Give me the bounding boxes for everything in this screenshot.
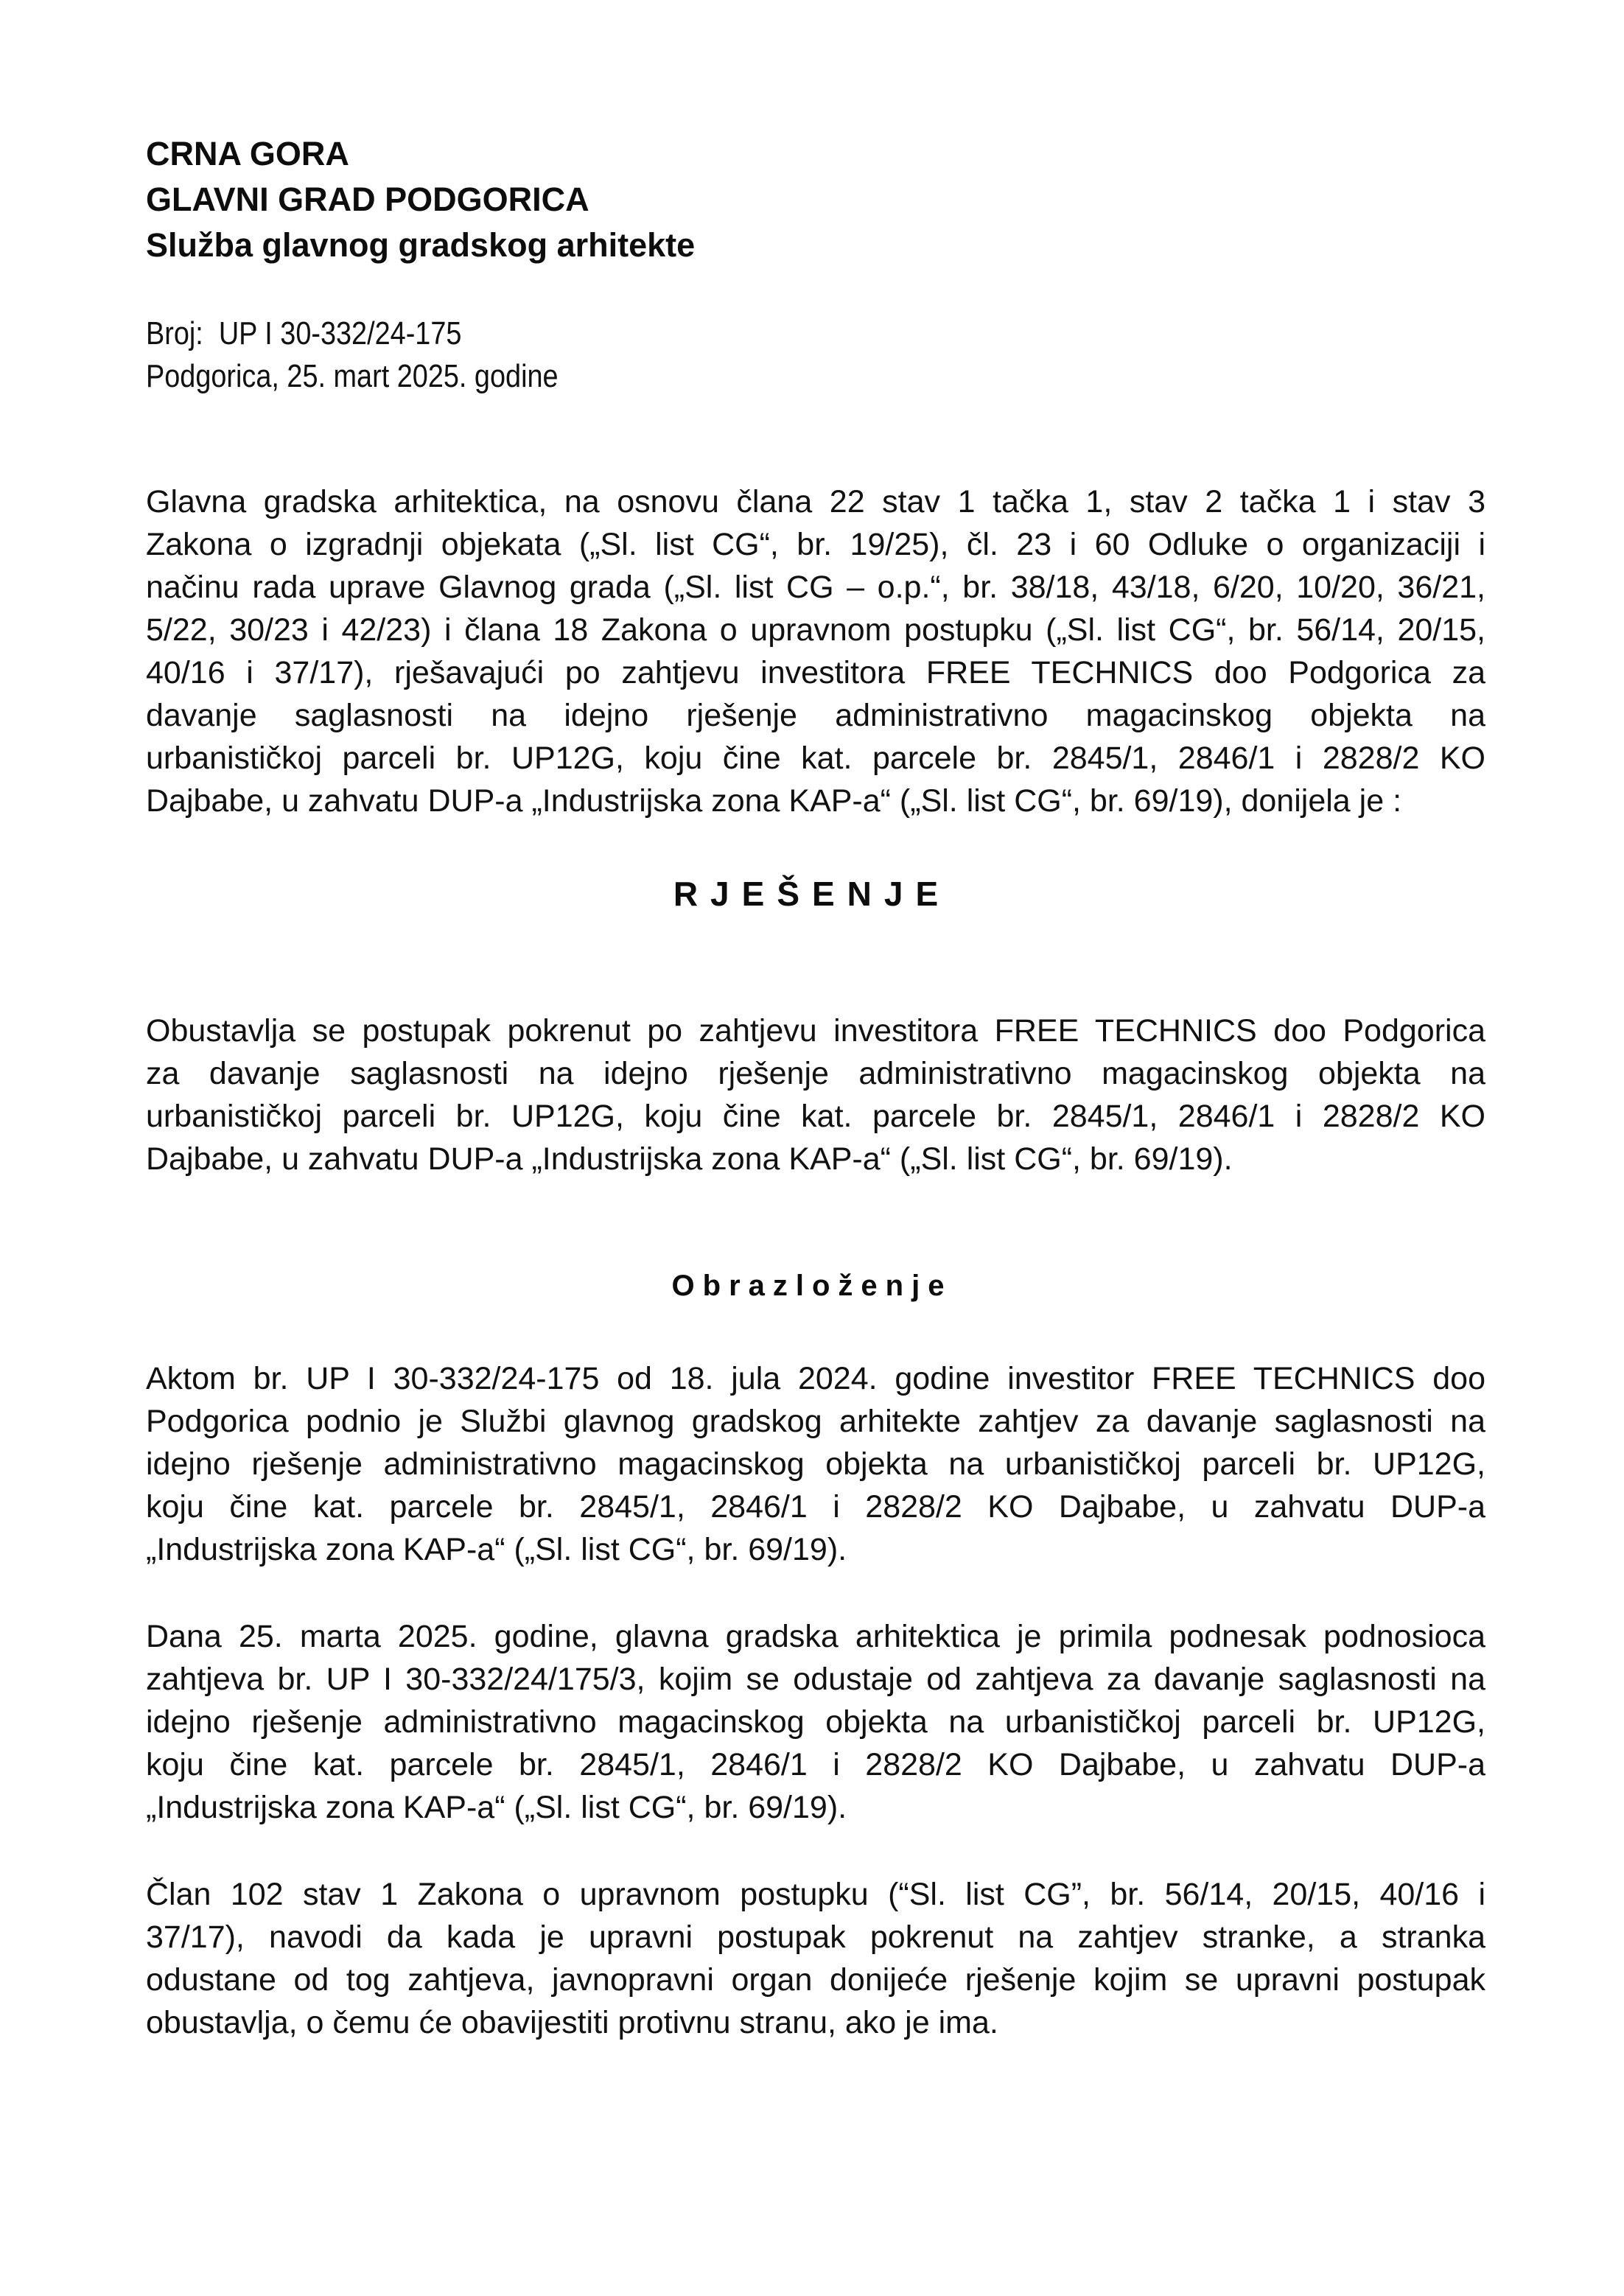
paragraph-line: Podgorica podnio je Službi glavnog gradskog arhitekte zahtjev za davanje saglasnosti na: [146, 1404, 1485, 1439]
paragraph-line: odustane od tog zahtjeva, javnopravni organ donijeće rješenje kojim se upravni postupak: [146, 1962, 1485, 1998]
paragraph-line: Dana 25. marta 2025. godine, glavna gradska arhitektica je primila podnesak podnosioca: [146, 1619, 1485, 1654]
paragraph-line: zahtjeva br. UP I 30-332/24/175/3, kojim se odustaje od zahtjeva za davanje saglasnosti na: [146, 1662, 1485, 1697]
place-date: Podgorica, 25. mart 2025. godine: [146, 358, 559, 394]
paragraph-line: „Industrijska zona KAP-a“ („Sl. list CG“, br. 69/19).: [146, 1532, 847, 1567]
paragraph-line: idejno rješenje administrativno magacinskog objekta na urbanističkoj parceli br. UP12G,: [146, 1704, 1485, 1740]
document-number: [146, 312, 461, 355]
document-number-label: Broj:: [146, 315, 203, 351]
header-city: GLAVNI GRAD PODGORICA: [146, 181, 589, 218]
paragraph-line: urbanističkoj parceli br. UP12G, koju čine kat. parcele br. 2845/1, 2846/1 i 2828/2 KO: [146, 1099, 1485, 1134]
decision-title: RJEŠENJE: [673, 875, 951, 913]
paragraph-line: koju čine kat. parcele br. 2845/1, 2846/1 i 2828/2 KO Dajbabe, u zahvatu DUP-a: [146, 1489, 1485, 1525]
paragraph-line: urbanističkoj parceli br. UP12G, koju čine kat. parcele br. 2845/1, 2846/1 i 2828/2 KO: [146, 741, 1485, 776]
paragraph-line: Glavna gradska arhitektica, na osnovu člana 22 stav 1 tačka 1, stav 2 tačka 1 i stav 3: [146, 484, 1485, 519]
paragraph-line: Obustavlja se postupak pokrenut po zahtjevu investitora FREE TECHNICS doo Podgorica: [146, 1013, 1485, 1049]
reasoning-paragraph-2: [146, 1615, 1485, 1829]
paragraph-line: Dajbabe, u zahvatu DUP-a „Industrijska zona KAP-a“ („Sl. list CG“, br. 69/19), donijela je :: [146, 783, 1402, 819]
paragraph-line: Dajbabe, u zahvatu DUP-a „Industrijska zona KAP-a“ („Sl. list CG“, br. 69/19).: [146, 1141, 1233, 1177]
paragraph-line: Aktom br. UP I 30-332/24-175 od 18. jula 2024. godine investitor FREE TECHNICS doo: [146, 1361, 1485, 1396]
paragraph-line: za davanje saglasnosti na idejno rješenje administrativno magacinskog objekta na: [146, 1056, 1485, 1091]
reasoning-paragraph-3: [146, 1873, 1485, 2044]
reasoning-title: Obrazloženje: [671, 1270, 953, 1302]
document-number-value: UP I 30-332/24-175: [218, 315, 462, 351]
paragraph-line: davanje saglasnosti na idejno rješenje administrativno magacinskog objekta na: [146, 698, 1485, 733]
decision-paragraph: [146, 1009, 1485, 1180]
paragraph-line: 40/16 i 37/17), rješavajući po zahtjevu investitora FREE TECHNICS doo Podgorica za: [146, 655, 1485, 690]
paragraph-line: 37/17), navodi da kada je upravni postupak pokrenut na zahtjev stranke, a stranka: [146, 1919, 1485, 1955]
paragraph-line: načinu rada uprave Glavnog grada („Sl. list CG – o.p.“, br. 38/18, 43/18, 6/20, 10/20, 36/21,: [146, 570, 1485, 605]
header-office: Služba glavnog gradskog arhitekte: [146, 226, 696, 264]
paragraph-line: idejno rješenje administrativno magacinskog objekta na urbanističkoj parceli br. UP12G,: [146, 1446, 1485, 1482]
paragraph-line: 5/22, 30/23 i 42/23) i člana 18 Zakona o upravnom postupku („Sl. list CG“, br. 56/14, 20/15,: [146, 612, 1485, 648]
paragraph-line: „Industrijska zona KAP-a“ („Sl. list CG“, br. 69/19).: [146, 1790, 847, 1825]
paragraph-line: Član 102 stav 1 Zakona o upravnom postupku (“Sl. list CG”, br. 56/14, 20/15, 40/16 i: [146, 1877, 1485, 1912]
intro-paragraph: [146, 480, 1485, 822]
paragraph-line: koju čine kat. parcele br. 2845/1, 2846/1 i 2828/2 KO Dajbabe, u zahvatu DUP-a: [146, 1747, 1485, 1782]
paragraph-line: Zakona o izgradnji objekata („Sl. list CG“, br. 19/25), čl. 23 i 60 Odluke o organizaciji i: [146, 527, 1485, 562]
paragraph-line: obustavlja, o čemu će obavijestiti protivnu stranu, ako je ima.: [146, 2005, 998, 2040]
header-country: CRNA GORA: [146, 135, 349, 172]
reasoning-paragraph-1: [146, 1357, 1485, 1571]
